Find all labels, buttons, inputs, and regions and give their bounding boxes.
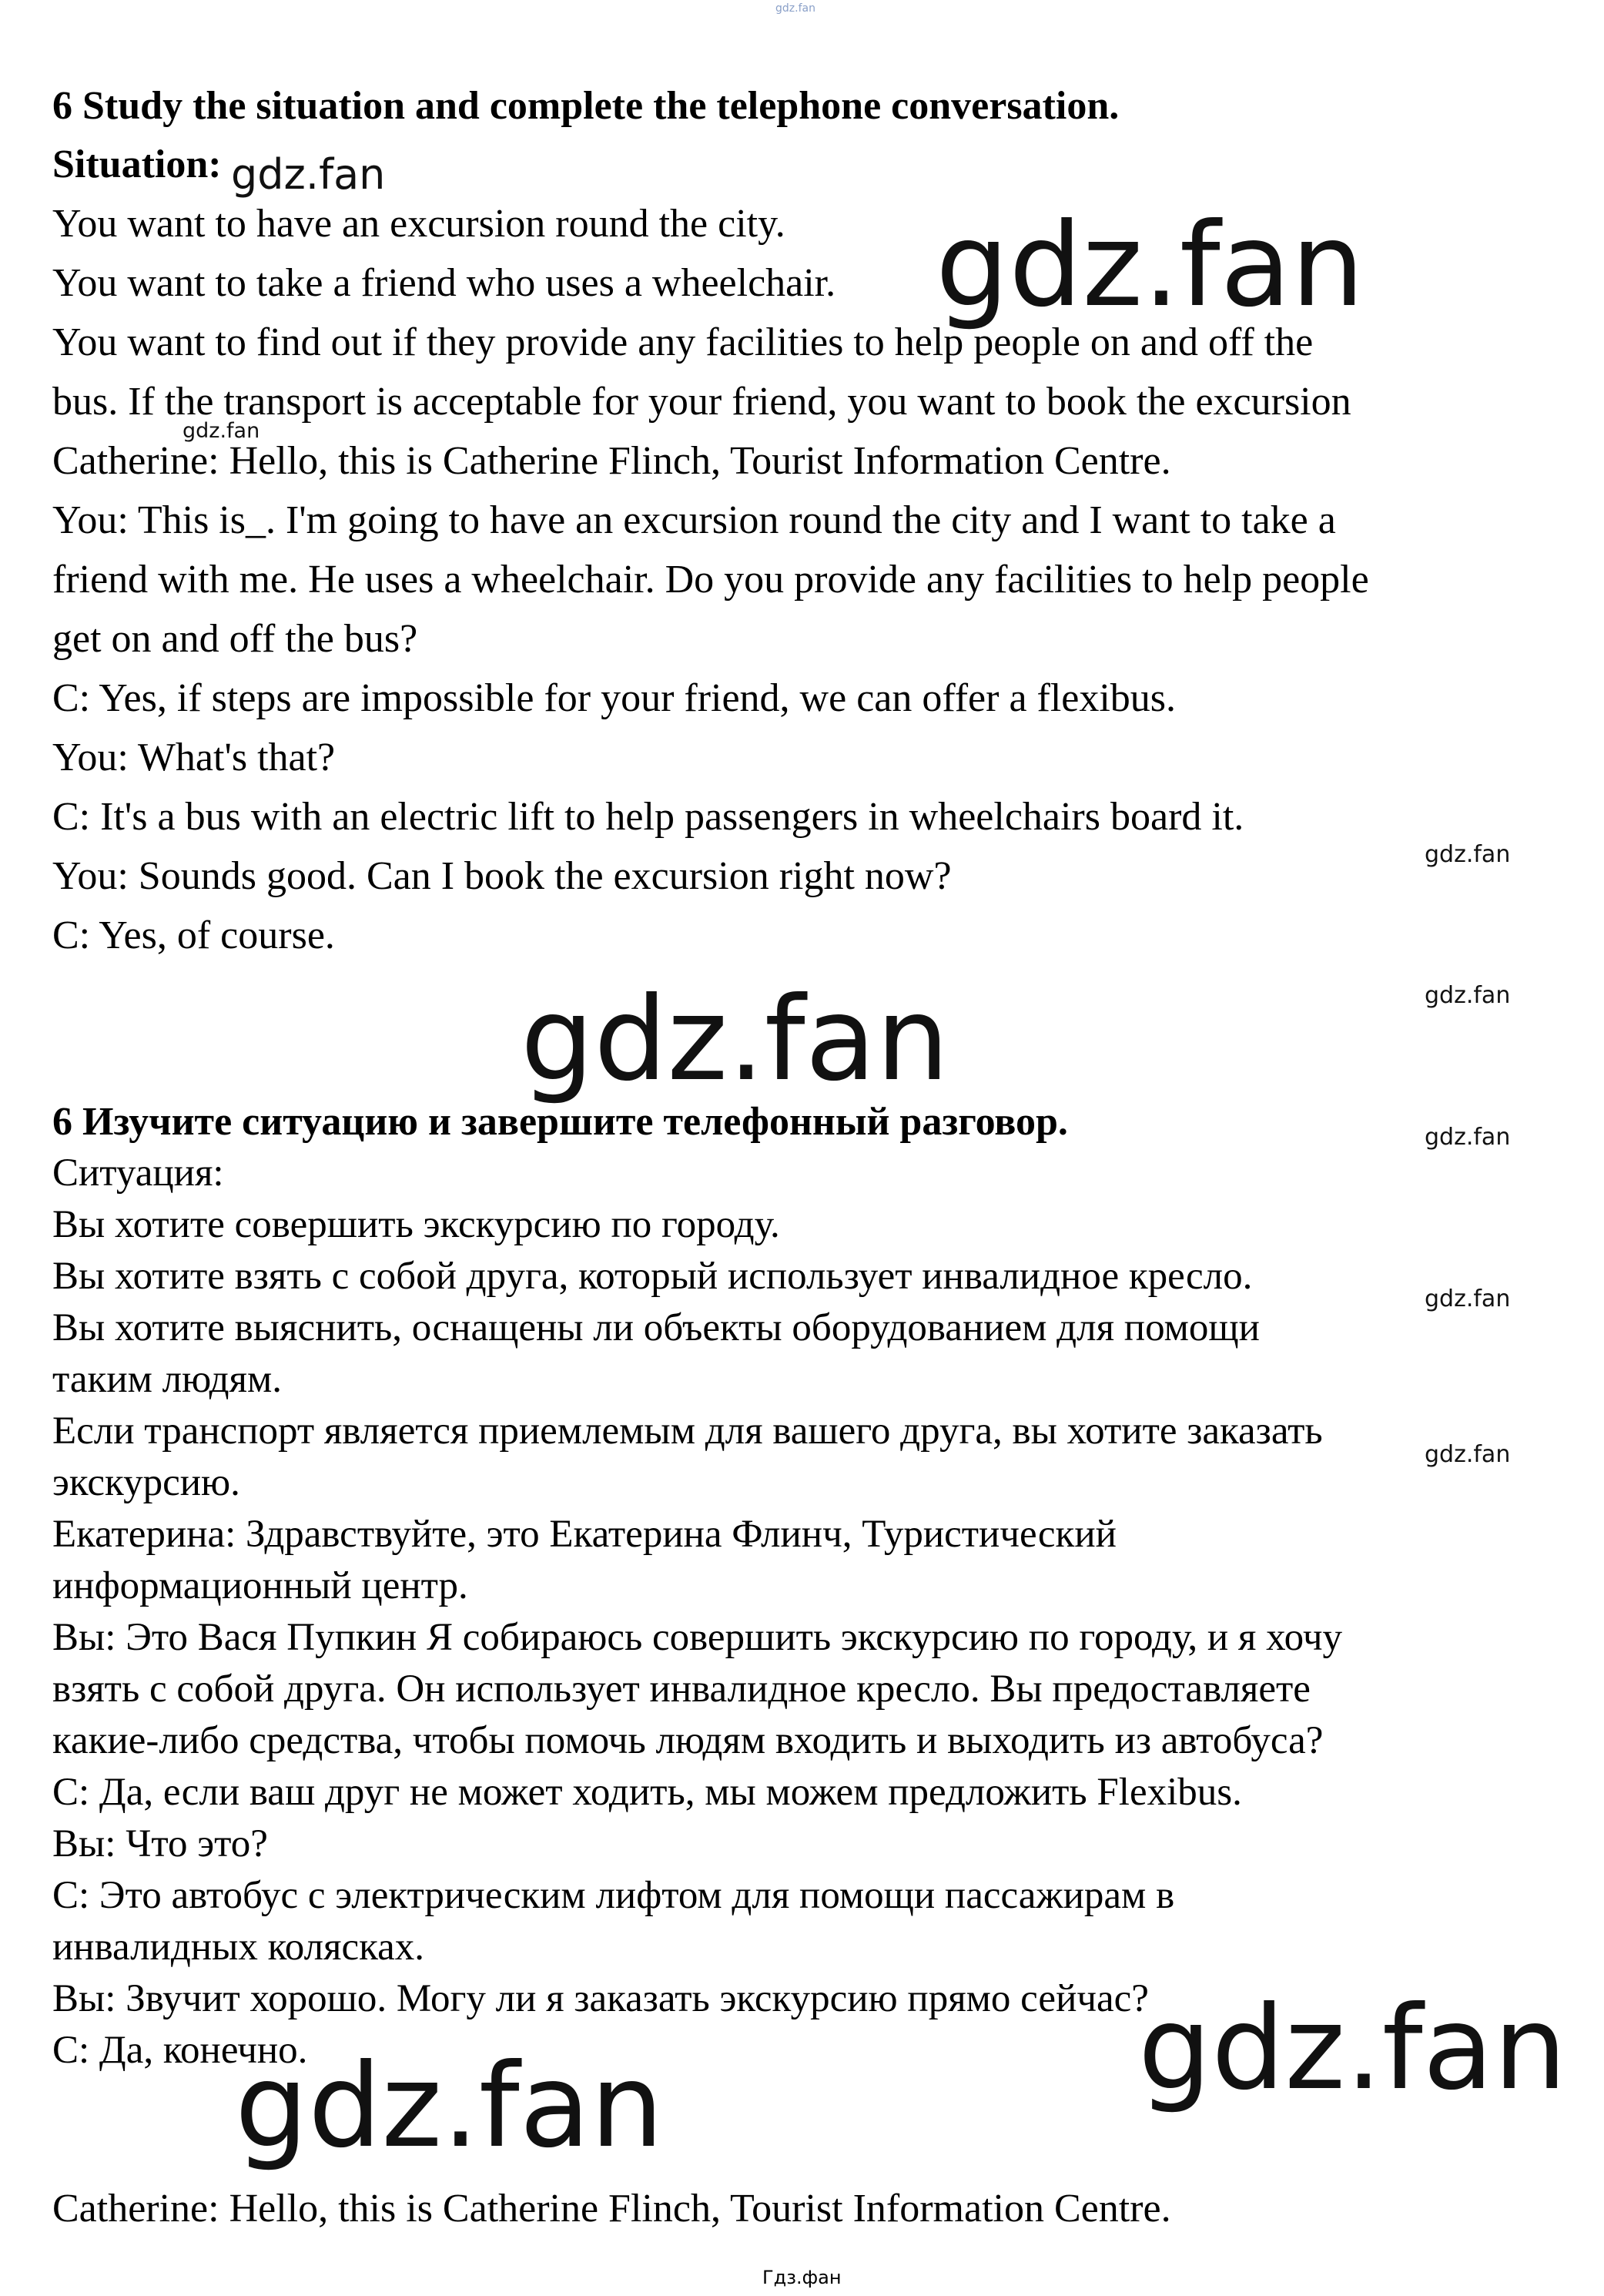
- russian-line: Вы: Что это?: [52, 1822, 268, 1865]
- english-line: friend with me. He uses a wheelchair. Do you provide any facilities to help people: [52, 558, 1369, 602]
- russian-line: Вы хотите выяснить, оснащены ли объекты оборудованием для помощи: [52, 1306, 1260, 1349]
- russian-line: С: Это автобус с электрическим лифтом для помощи пассажирам в: [52, 1874, 1175, 1917]
- english-line: You want to find out if they provide any facilities to help people on and off the: [52, 320, 1314, 364]
- russian-heading: 6 Изучите ситуацию и завершите телефонный разговор.: [52, 1100, 1068, 1144]
- russian-line: информационный центр.: [52, 1564, 468, 1607]
- english-line: C: Yes, of course.: [52, 913, 335, 957]
- russian-line: Екатерина: Здравствуйте, это Екатерина Флинч, Туристический: [52, 1513, 1117, 1556]
- watermark: gdz.fan: [183, 419, 260, 443]
- closing-line: Catherine: Hello, this is Catherine Flinch, Tourist Information Centre.: [52, 2187, 1171, 2231]
- russian-line: С: Да, если ваш друг не может ходить, мы можем предложить Flexibus.: [52, 1771, 1242, 1814]
- russian-line: Вы хотите совершить экскурсию по городу.: [52, 1203, 780, 1246]
- english-line: You: Sounds good. Can I book the excursion right now?: [52, 854, 952, 898]
- watermark: gdz.fan: [235, 2040, 664, 2174]
- watermark: gdz.fan: [521, 973, 949, 1107]
- russian-line: Вы хотите взять с собой друга, который использует инвалидное кресло.: [52, 1255, 1253, 1298]
- russian-line: какие-либо средства, чтобы помочь людям входить и выходить из автобуса?: [52, 1719, 1324, 1762]
- russian-line: Вы: Это Вася Пупкин Я собираюсь совершить экскурсию по городу, и я хочу: [52, 1616, 1342, 1659]
- english-line: You want to have an excursion round the city.: [52, 202, 785, 246]
- russian-line: экскурсию.: [52, 1461, 240, 1504]
- russian-line: таким людям.: [52, 1358, 283, 1401]
- watermark: gdz.fan: [1425, 841, 1511, 868]
- russian-line: С: Да, конечно.: [52, 2029, 308, 2072]
- watermark: gdz.fan: [1425, 982, 1511, 1009]
- english-line: C: It's a bus with an electric lift to help passengers in wheelchairs board it.: [52, 795, 1244, 839]
- english-line: bus. If the transport is acceptable for your friend, you want to book the excursion: [52, 380, 1351, 424]
- footer-label: Гдз.фан: [762, 2267, 842, 2288]
- russian-line: взять с собой друга. Он использует инвалидное кресло. Вы предоставляете: [52, 1668, 1311, 1711]
- watermark: gdz.fan: [1138, 1982, 1567, 2116]
- watermark-top: gdz.fan: [775, 2, 815, 15]
- english-heading: 6 Study the situation and complete the telephone conversation.: [52, 84, 1120, 128]
- russian-line: Если транспорт является приемлемым для вашего друга, вы хотите заказать: [52, 1409, 1323, 1453]
- situation-label: Situation:: [52, 142, 222, 186]
- english-line: Catherine: Hello, this is Catherine Flinch, Tourist Information Centre.: [52, 439, 1171, 483]
- watermark: gdz.fan: [1425, 1285, 1511, 1312]
- english-line: You: This is_. I'm going to have an excursion round the city and I want to take a: [52, 498, 1336, 542]
- english-line: C: Yes, if steps are impossible for your friend, we can offer a flexibus.: [52, 676, 1177, 720]
- watermark: gdz.fan: [936, 199, 1365, 333]
- russian-line: Ситуация:: [52, 1151, 224, 1195]
- english-line: You want to take a friend who uses a wheelchair.: [52, 261, 836, 305]
- watermark: gdz.fan: [231, 150, 386, 199]
- english-line: You: What's that?: [52, 736, 336, 779]
- russian-line: Вы: Звучит хорошо. Могу ли я заказать экскурсию прямо сейчас?: [52, 1977, 1149, 2020]
- watermark: gdz.fan: [1425, 1124, 1511, 1151]
- english-line: get on and off the bus?: [52, 617, 418, 661]
- watermark: gdz.fan: [1425, 1441, 1511, 1468]
- russian-line: инвалидных колясках.: [52, 1926, 425, 1969]
